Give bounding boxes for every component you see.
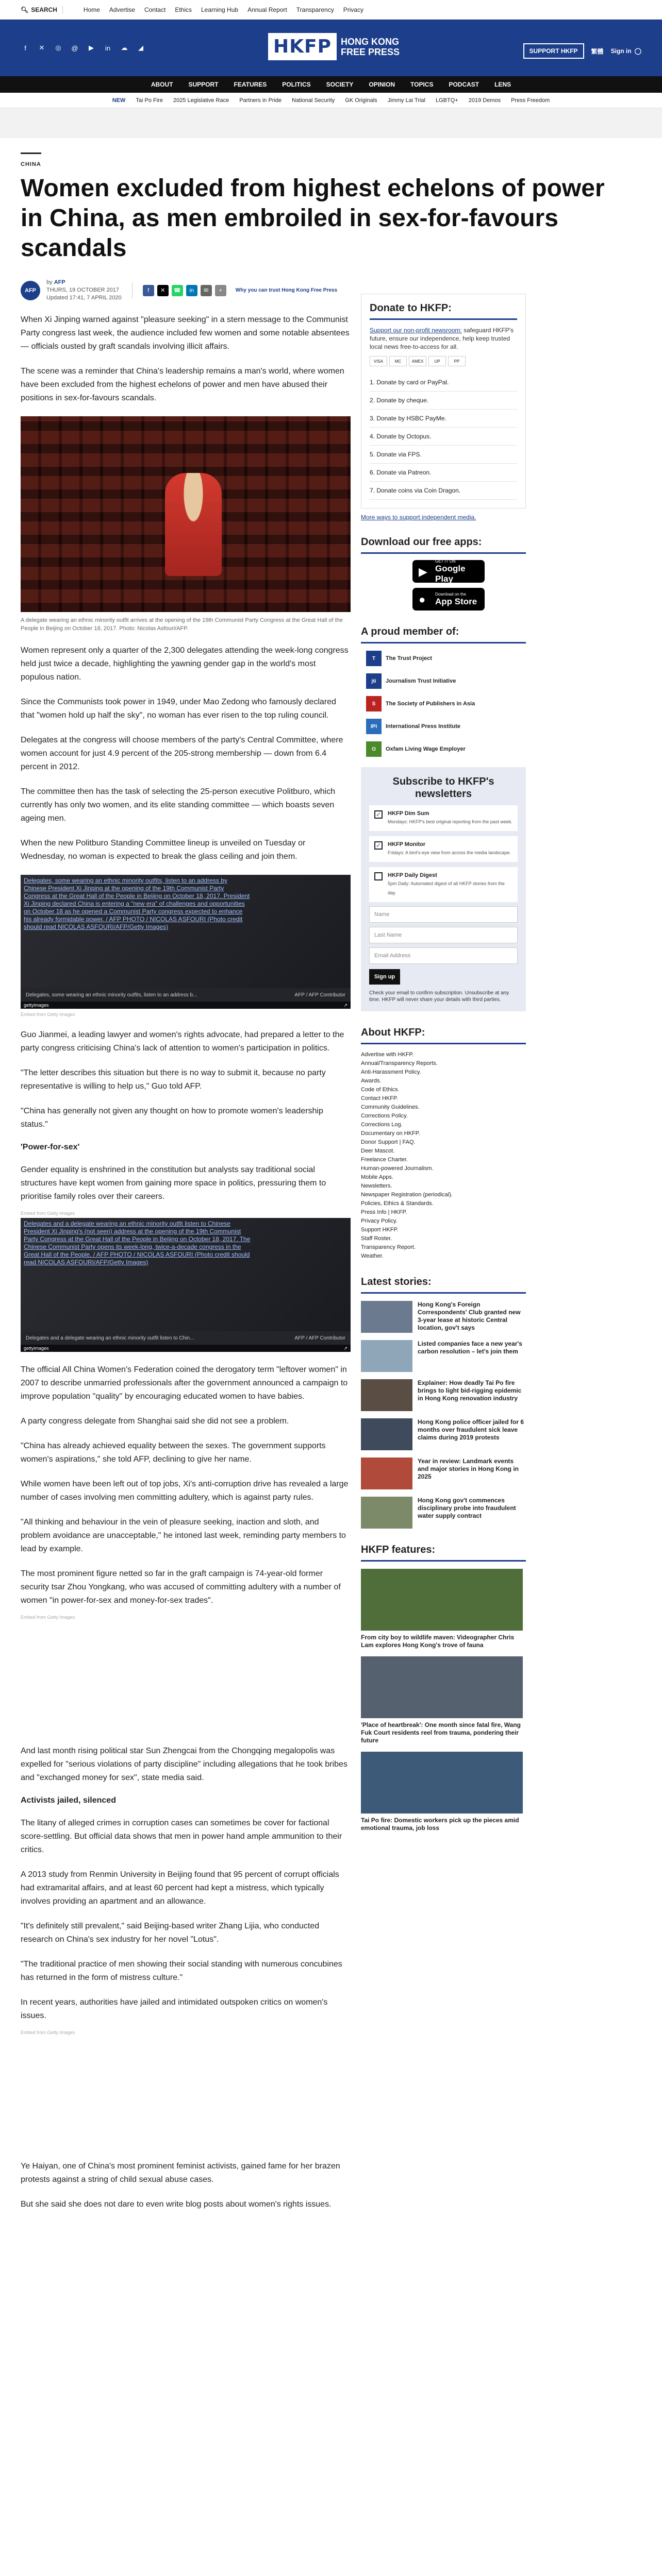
about-link[interactable]: Annual/Transparency Reports.	[361, 1060, 438, 1066]
author-avatar[interactable]: AFP	[21, 281, 40, 300]
member-org[interactable]	[366, 673, 526, 689]
name-field[interactable]: Name	[369, 906, 518, 923]
embed-label[interactable]: Embed from Getty Images	[21, 1012, 75, 1017]
paragraph: Gender equality is enshrined in the constitution but analysts say traditional social structures have kept women from gaining more space in politics, pressuring them to prioritise family roles over their careers.	[21, 1165, 326, 1201]
member-org-name: Journalism Trust Initiative	[386, 678, 456, 684]
getty-caption-bar	[21, 1331, 351, 1345]
paragraph: The committee then has the task of selecting the 25-person executive Politburo, which currently has only two women, and its elite standing committee — which boasts seven ageing men.	[21, 787, 336, 823]
feature-image	[361, 1656, 523, 1718]
paragraph: "China has generally not given any thought on how to promote women's leadership status."	[21, 1107, 323, 1129]
getty-share-icon[interactable]: ↗	[343, 1002, 347, 1008]
sidebar	[361, 294, 526, 1832]
embed-label[interactable]: Embed from Getty Images	[21, 2030, 75, 2035]
facebook-icon[interactable]: f	[24, 44, 26, 52]
newsletter-option[interactable]	[369, 836, 518, 862]
about-link[interactable]: Mobile Apps.	[361, 1174, 393, 1180]
article-body-continued	[21, 1363, 351, 1607]
trust-project-icon: T	[366, 651, 382, 666]
trending-item[interactable]: National Security	[292, 97, 335, 104]
member-org-name: The Trust Project	[386, 655, 432, 662]
jti-icon: jti	[366, 673, 382, 689]
paragraph: While women have been left out of top jobs, Xi's anti-corruption drive has revealed a large number of cases involving men committing adultery, which is against party rules.	[21, 1480, 349, 1502]
getty-footer	[21, 1345, 351, 1352]
about-link[interactable]: Code of Ethics.	[361, 1087, 400, 1093]
about-link[interactable]: Privacy Policy.	[361, 1218, 398, 1224]
search-icon: 🔍︎	[21, 6, 29, 13]
byline-meta	[46, 279, 122, 302]
getty-footer	[21, 1002, 351, 1009]
share-x-icon[interactable]: ✕	[157, 285, 169, 296]
about-link[interactable]: Anti-Harassment Policy.	[361, 1069, 421, 1075]
feature-story[interactable]	[361, 1569, 526, 1649]
paragraph: When Xi Jinping warned against "pleasure seeking" in a stern message to the Communist Party congress last week, the audience included few women and some notable absentees — officials ousted by graft scandals involving illicit affairs.	[21, 315, 350, 351]
main-nav	[0, 76, 662, 93]
story-title: Explainer: How deadly Tai Po fire brings to light bid-rigging epidemic in Hong Kong renovation industry	[418, 1379, 522, 1402]
utility-link-contact[interactable]: Contact	[144, 6, 166, 13]
story-thumbnail	[361, 1379, 412, 1411]
last-name-field[interactable]: Last Name	[369, 927, 518, 943]
article-body-continued	[21, 1744, 351, 2023]
article-body-continued	[21, 644, 351, 863]
google-play-icon: ▶	[419, 565, 427, 578]
donate-lead-text: safeguard HKFP's future, ensure our independence, help keep trusted local news free-to-access for all.	[370, 327, 514, 350]
trending-new-badge: NEW	[112, 97, 126, 104]
logo-line-2: FREE PRESS	[341, 46, 400, 57]
more-ways-link[interactable]: More ways to support independent media.	[361, 514, 476, 521]
paragraph: "The letter describes this situation but there is no way to submit it, because no party representative is willing to help us," Guo told AFP.	[21, 1069, 326, 1091]
photo-caption: A delegate wearing an ethnic minority outfit arrives at the opening of the 19th Communist Party Congress at the Great Hall of the People in Beijing on October 18, 2017. Photo: Nicolas Asfouri/AFP.	[21, 617, 343, 632]
about-link[interactable]: Staff Roster.	[361, 1235, 392, 1242]
member-org-name: The Society of Publishers in Asia	[386, 701, 475, 707]
about-title: About HKFP:	[361, 1027, 526, 1044]
getty-brand[interactable]: gettyimages	[24, 1346, 49, 1351]
section-heading: Activists jailed, silenced	[21, 1796, 116, 1805]
getty-credit: AFP / AFP Contributor	[294, 992, 345, 998]
search-label: SEARCH	[31, 6, 57, 13]
header-actions	[523, 43, 641, 59]
features-title: HKFP features:	[361, 1544, 526, 1562]
paragraph: A party congress delegate from Shanghai said she did not see a problem.	[21, 1417, 289, 1426]
member-org[interactable]	[366, 651, 526, 666]
utility-bar	[0, 0, 662, 20]
latest-story[interactable]	[361, 1379, 526, 1411]
about-link[interactable]: Press Info | HKFP.	[361, 1209, 407, 1215]
story-title: Year in review: Landmark events and major stories in Hong Kong in 2025	[418, 1458, 519, 1480]
about-link[interactable]: Human-powered Journalism.	[361, 1165, 434, 1172]
share-linkedin-icon[interactable]: in	[186, 285, 197, 296]
story-thumbnail	[361, 1418, 412, 1450]
donate-option[interactable]: 6. Donate via Patreon.	[370, 464, 517, 482]
support-hkfp-button[interactable]: SUPPORT HKFP	[523, 43, 584, 59]
trending-item[interactable]: Partners in Pride	[239, 97, 282, 104]
sign-in-button[interactable]	[611, 47, 641, 55]
google-play-small: GET IT ON	[435, 558, 456, 564]
utility-link-ethics[interactable]: Ethics	[175, 6, 192, 13]
nav-support[interactable]: SUPPORT	[188, 81, 219, 88]
nav-politics[interactable]: POLITICS	[282, 81, 311, 88]
visa-icon: VISA	[370, 356, 387, 366]
ad-band	[0, 108, 662, 138]
about-list	[361, 1050, 526, 1261]
getty-caption-bar	[21, 988, 351, 1002]
embed-label[interactable]: Embed from Getty Images	[21, 1211, 75, 1216]
story-thumbnail	[361, 1458, 412, 1489]
getty-embed[interactable]	[21, 875, 351, 1009]
trending-item[interactable]: LGBTQ+	[436, 97, 458, 104]
logo-name	[341, 37, 400, 57]
donate-lead	[370, 326, 517, 351]
about-link[interactable]: Deer Mascot.	[361, 1148, 395, 1154]
donate-title: Donate to HKFP:	[370, 302, 517, 320]
about-link[interactable]: Advertise with HKFP.	[361, 1052, 414, 1058]
member-title: A proud member of:	[361, 626, 526, 643]
getty-credit: AFP / AFP Contributor	[294, 1335, 345, 1341]
apps-title: Download our free apps:	[361, 536, 526, 554]
newsletter-option[interactable]	[369, 867, 518, 902]
google-play-badge[interactable]	[412, 560, 485, 583]
nav-features[interactable]: FEATURES	[234, 81, 267, 88]
article-body-continued	[21, 1028, 351, 1204]
latest-story[interactable]	[361, 1301, 526, 1333]
paragraph: The scene was a reminder that China's leadership remains a man's world, where women have been excluded from the highest echelons of power and men have abused their positions in sex-for-favours scandals.	[21, 367, 344, 402]
newsletter-name: HKFP Daily Digest	[388, 872, 437, 878]
nav-topics[interactable]: TOPICS	[410, 81, 434, 88]
sign-in-label: Sign in	[610, 47, 632, 55]
getty-bar-text: Delegates and a delegate wearing an ethnic minority outfit listen to Chin...	[26, 1335, 194, 1341]
share-email-icon[interactable]: ✉	[201, 285, 212, 296]
member-org-name: International Press Institute	[386, 723, 460, 730]
donate-box	[361, 294, 526, 509]
newsletter-title: Subscribe to HKFP's newsletters	[392, 776, 494, 800]
threads-icon[interactable]: @	[71, 44, 78, 52]
feature-image	[361, 1569, 523, 1631]
about-link[interactable]: Awards.	[361, 1078, 382, 1084]
donate-options	[370, 374, 517, 500]
about-link[interactable]: Newsletters.	[361, 1183, 392, 1189]
story-title: Hong Kong's Foreign Correspondents' Club granted new 3-year lease at historic Central location, gov't says	[418, 1301, 521, 1331]
paragraph: In recent years, authorities have jailed and intimidated outspoken critics on women's issues.	[21, 1998, 328, 2020]
about-link[interactable]: Donor Support | FAQ.	[361, 1139, 416, 1145]
utility-link-annual-report[interactable]: Annual Report	[247, 6, 287, 13]
byline-author[interactable]: AFP	[54, 279, 65, 285]
trending-item[interactable]: GK Originals	[345, 97, 377, 104]
donate-option[interactable]: 7. Donate coins via Coin Dragon.	[370, 482, 517, 500]
feature-story[interactable]	[361, 1656, 526, 1744]
about-link[interactable]: Newspaper Registration (periodical).	[361, 1192, 453, 1198]
rss-icon[interactable]: ◢	[138, 44, 143, 52]
utility-link-learning-hub[interactable]: Learning Hub	[201, 6, 239, 13]
nav-opinion[interactable]: OPINION	[369, 81, 395, 88]
paragraph: "China has already achieved equality between the sexes. The government supports women's aspirations," she told AFP, declining to give her name.	[21, 1442, 326, 1464]
paragraph: And last month rising political star Sun Zhengcai from the Chongqing megalopolis was expelled for "serious violations of party discipline" including allegations that he took bribes and "exchanged money for sex", state media said.	[21, 1747, 347, 1782]
donate-link[interactable]: Support our non-profit newsroom:	[370, 327, 462, 334]
getty-share-icon[interactable]: ↗	[343, 1345, 347, 1351]
latest-story[interactable]	[361, 1340, 526, 1372]
ipi-icon: IPI	[366, 719, 382, 734]
feature-title: From city boy to wildlife maven: Videographer Chris Lam explores Hong Kong's trove of fauna	[361, 1634, 515, 1649]
user-icon: ◯	[634, 47, 641, 55]
getty-bar-text: Delegates, some wearing an ethnic minority outfits, listen to an address b...	[26, 992, 197, 998]
getty-brand[interactable]: gettyimages	[24, 1003, 49, 1008]
paragraph: A 2013 study from Renmin University in Beijing found that 95 percent of corrupt officials had extramarital affairs, and at least 60 percent had kept a mistress, which typically involves providing an apartment and an allowance.	[21, 1870, 339, 1906]
feature-title: 'Place of heartbreak': One month since fatal fire, Wang Fuk Court residents reel from trauma, pondering their future	[361, 1721, 521, 1744]
amex-icon: AMEX	[409, 356, 426, 366]
app-store-small: Download on the	[435, 591, 467, 597]
sopa-icon: S	[366, 696, 382, 711]
trending-bar	[0, 93, 662, 108]
oxfam-icon: O	[366, 741, 382, 757]
share-more-icon[interactable]: +	[215, 285, 226, 296]
utility-link-privacy[interactable]: Privacy	[343, 6, 364, 13]
about-link[interactable]: Support HKFP.	[361, 1227, 399, 1233]
donate-option[interactable]: 1. Donate by card or PayPal.	[370, 374, 517, 392]
utility-link-home[interactable]: Home	[83, 6, 100, 13]
trending-item[interactable]: Tai Po Fire	[136, 97, 163, 104]
embed-label[interactable]: Embed from Getty Images	[21, 1615, 75, 1620]
donate-option[interactable]: 3. Donate by HSBC PayMe.	[370, 410, 517, 428]
nav-about[interactable]: ABOUT	[151, 81, 173, 88]
getty-overlay-text[interactable]: Delegates, some wearing an ethnic minority outfits, listen to an address by Chinese President Xi Jinping at the opening of the 19th Communist Party Congress at the Great Hall of the People in Beijing on October 18, 2017. President Xi Jinping declared China is entering a "new era" of challenges and opportunities on October 18 as he opened a Communist Party congress expected to enhance his already formidable power. / AFP PHOTO / NICOLAS ASFOURI (Photo credit should read NICOLAS ASFOURI/AFP/Getty Images)	[24, 877, 250, 930]
logo-mark: HKFP	[268, 33, 337, 60]
feature-story[interactable]	[361, 1752, 526, 1832]
app-store-badge[interactable]	[412, 588, 485, 611]
about-link[interactable]: Corrections Log.	[361, 1122, 403, 1128]
paragraph: The official All China Women's Federation coined the derogatory term "leftover women" in 2007 to describe unmarried professionals after the government announced a campaign to improve population "quality" by encouraging educated women to have babies.	[21, 1365, 348, 1401]
mastercard-icon: MC	[389, 356, 407, 366]
latest-title: Latest stories:	[361, 1276, 526, 1294]
story-thumbnail	[361, 1497, 412, 1529]
about-link[interactable]: Policies, Ethics & Standards.	[361, 1200, 434, 1207]
about-link[interactable]: Contact HKFP.	[361, 1095, 398, 1101]
member-org[interactable]	[366, 696, 526, 711]
section-heading: 'Power-for-sex'	[21, 1143, 80, 1151]
search-button[interactable]	[21, 6, 57, 13]
article-headline: Women excluded from highest echelons of power in China, as men embroiled in sex-for-favours scandals	[21, 175, 605, 262]
story-thumbnail	[361, 1301, 412, 1333]
latest-story[interactable]	[361, 1497, 526, 1529]
member-org-name: Oxfam Living Wage Employer	[386, 746, 466, 752]
checkbox-checked-icon[interactable]: ✓	[374, 810, 383, 819]
email-field[interactable]: Email Address	[369, 947, 518, 964]
feature-title: Tai Po fire: Domestic workers pick up the pieces amid emotional trauma, job loss	[361, 1817, 519, 1832]
apple-icon: ●	[419, 593, 426, 606]
member-org[interactable]	[366, 719, 526, 734]
trending-item[interactable]: 2025 Legislative Race	[173, 97, 229, 104]
instagram-icon[interactable]: ◎	[55, 44, 61, 52]
donate-option[interactable]: 4. Donate by Octopus.	[370, 428, 517, 446]
google-play-big: Google Play	[435, 563, 466, 584]
newsletter-desc: Fridays: A bird's-eye view from across the media landscape.	[388, 850, 511, 855]
donate-option[interactable]: 2. Donate by cheque.	[370, 392, 517, 410]
youtube-icon[interactable]: ▶	[89, 44, 94, 52]
category-rule	[21, 152, 41, 154]
about-link[interactable]: Corrections Policy.	[361, 1113, 408, 1119]
latest-story[interactable]	[361, 1418, 526, 1450]
language-toggle[interactable]: 繁體	[591, 47, 604, 55]
about-link[interactable]: Documentary on HKFP.	[361, 1130, 420, 1137]
feature-image	[361, 1752, 523, 1814]
nav-society[interactable]: SOCIETY	[326, 81, 354, 88]
donate-option[interactable]: 5. Donate via FPS.	[370, 446, 517, 464]
utility-link-advertise[interactable]: Advertise	[109, 6, 135, 13]
unionpay-icon: UP	[428, 356, 446, 366]
story-title: Hong Kong police officer jailed for 6 months over fraudulent sick leave claims during 2019 protests	[418, 1418, 524, 1441]
newsletter-note: Check your email to confirm subscription. Unsubscribe at any time. HKFP will never share your details with third parties.	[369, 990, 509, 1003]
paragraph: But she said she does not dare to even write blog posts about women's rights issues.	[21, 2200, 332, 2209]
latest-story[interactable]	[361, 1458, 526, 1489]
nav-podcast[interactable]: PODCAST	[449, 81, 479, 88]
paragraph: Delegates at the congress will choose members of the party's Central Committee, where women account for just 4.9 percent of the 205-strong membership — down from 6.4 percent in 2012.	[21, 736, 343, 771]
newsletter-name: HKFP Monitor	[388, 841, 426, 848]
story-title: Hong Kong gov't commences disciplinary probe into fraudulent water supply contract	[418, 1497, 516, 1519]
embed-placeholder	[21, 2035, 464, 2148]
about-link[interactable]: Transparency Report.	[361, 1244, 416, 1250]
newsletter-name: HKFP Dim Sum	[388, 810, 429, 817]
newsletter-option[interactable]	[369, 805, 518, 831]
paragraph: Women represent only a quarter of the 2,300 delegates attending the week-long congress held just twice a decade, highlighting the yawning gender gap in the world's most populous nation.	[21, 646, 349, 682]
getty-overlay-text[interactable]: Delegates and a delegate wearing an ethnic minority outfit listen to Chinese President Xi Jinping's (not seen) address at the opening of the 19th Communist Party Congress at the Great Hall of the People in Beijing on October 18, 2017. The Chinese Communist Party opens its week-long, twice-a-decade congress in the Great Hall of the People. / AFP PHOTO / NICOLAS ASFOURI (Photo credit should read NICOLAS ASFOURI/AFP/Getty Images)	[24, 1220, 251, 1266]
about-link[interactable]: Weather.	[361, 1253, 384, 1259]
logo-line-1: HONG KONG	[341, 36, 400, 47]
utility-link-transparency[interactable]: Transparency	[296, 6, 334, 13]
paragraph: Since the Communists took power in 1949, under Mao Zedong who famously declared that "women hold up half the sky", no woman has ever risen to the top ruling council.	[21, 698, 336, 720]
newsletter-desc: 5pm Daily: Automated digest of all HKFP stories from the day.	[388, 881, 505, 895]
paragraph: Guo Jianmei, a leading lawyer and women's rights advocate, had prepared a letter to the party congress criticising China's lack of attention to women's participation in politics.	[21, 1030, 344, 1053]
sign-up-button[interactable]: Sign up	[369, 969, 400, 985]
about-link[interactable]: Freelance Charter.	[361, 1157, 408, 1163]
paragraph: "The traditional practice of men showing their social standing with numerous concubines has returned in the form of mistress culture."	[21, 1960, 342, 1982]
site-logo[interactable]	[268, 33, 400, 60]
payment-icons	[370, 356, 517, 366]
paypal-icon: PP	[448, 356, 466, 366]
story-thumbnail	[361, 1340, 412, 1372]
site-header	[0, 20, 662, 76]
paragraph: "It's definitely still prevalent," said Beijing-based writer Zhang Lijia, who conducted research on China's sex industry for her novel "Lotus".	[21, 1922, 320, 1944]
social-links	[21, 43, 145, 53]
paragraph: The most prominent figure netted so far in the graft campaign is 74-year-old former security tsar Zhou Yongkang, who was accused of committing adultery with a number of women "in power-for-sex and money-for-sex trades".	[21, 1569, 341, 1605]
paragraph: The litany of alleged crimes in corruption cases can sometimes be cover for factional score-settling. But official data shows that men in power hand ample ammunition to their critics.	[21, 1819, 342, 1854]
paragraph: When the new Politburo Standing Committee lineup is unveiled on Tuesday or Wednesday, no woman is expected to break the glass ceiling and join them.	[21, 839, 306, 861]
x-icon[interactable]: ✕	[39, 44, 45, 52]
linkedin-icon[interactable]: in	[105, 44, 111, 52]
trust-link[interactable]: Why you can trust Hong Kong Free Press	[235, 287, 338, 293]
article-body-continued	[21, 2160, 351, 2211]
byline-by: by	[46, 279, 53, 285]
app-store-big: App Store	[435, 596, 477, 606]
share-facebook-icon[interactable]: f	[143, 285, 154, 296]
paragraph: Ye Haiyan, one of China's most prominent feminist activists, gained fame for her brazen protests against a string of child sexual abuse cases.	[21, 2162, 340, 2184]
share-buttons	[143, 285, 226, 296]
published-date: THURS, 19 OCTOBER 2017	[46, 287, 120, 293]
paragraph: "All thinking and behaviour in the vein of pleasure seeking, inaction and sloth, and problem avoidance are unacceptable," he intoned last week, reminding party members to lead by example.	[21, 1518, 346, 1553]
trending-item[interactable]: Press Freedom	[511, 97, 550, 104]
article-category[interactable]: CHINA	[21, 161, 41, 167]
checkbox-icon[interactable]	[374, 872, 383, 880]
trending-item[interactable]: Jimmy Lai Trial	[387, 97, 425, 104]
nav-lens[interactable]: LENS	[494, 81, 511, 88]
article-body	[21, 313, 351, 405]
member-org[interactable]	[366, 741, 526, 757]
utility-links	[84, 6, 363, 13]
about-link[interactable]: Community Guidelines.	[361, 1104, 420, 1110]
updated-date: Updated 17:41, 7 APRIL 2020	[46, 295, 122, 301]
newsletter-desc: Mondays: HKFP's best original reporting from the past week.	[388, 819, 512, 824]
newsletter-box	[361, 767, 526, 1011]
checkbox-checked-icon[interactable]: ✓	[374, 841, 383, 850]
share-whatsapp-icon[interactable]: ☎	[172, 285, 183, 296]
article-photo[interactable]	[21, 416, 351, 612]
trending-item[interactable]: 2019 Demos	[468, 97, 501, 104]
getty-embed[interactable]	[21, 1218, 351, 1352]
story-title: Listed companies face a new year's carbon resolution – let's join them	[418, 1340, 522, 1355]
bluesky-icon[interactable]: ☁	[121, 44, 128, 52]
